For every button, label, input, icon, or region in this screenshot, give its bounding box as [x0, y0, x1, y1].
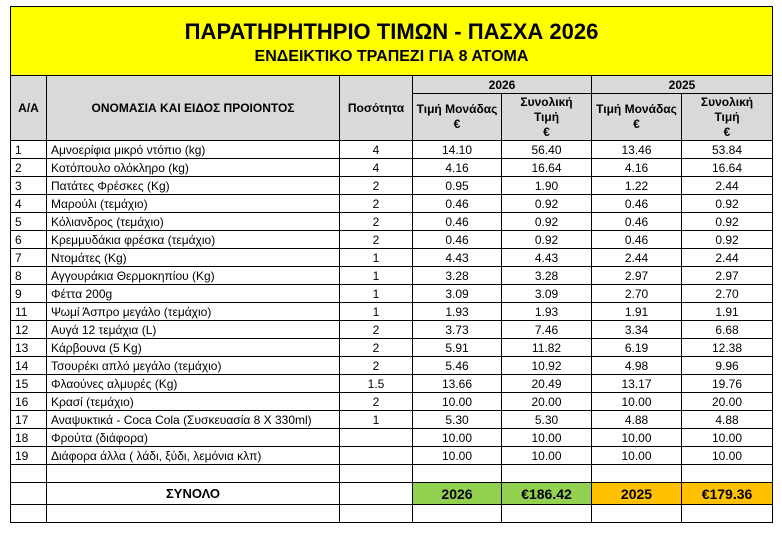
row-quantity: 1 [340, 285, 413, 303]
table-row [11, 411, 773, 429]
row-total-price-2025: 0.92 [682, 195, 773, 213]
row-unit-price-2025: 0.46 [592, 195, 682, 213]
row-unit-price-2025: 2.97 [592, 267, 682, 285]
row-total-price-2026: 20.00 [502, 393, 592, 411]
header-aa: Α/Α [11, 76, 47, 141]
row-total-price-2026: 10.00 [502, 447, 592, 465]
row-quantity: 2 [340, 357, 413, 375]
row-number: 6 [11, 231, 47, 249]
header-row-years [11, 76, 773, 94]
total-year-2025: 2025 [592, 483, 682, 505]
row-total-price-2026: 16.64 [502, 159, 592, 177]
row-total-price-2025: 4.88 [682, 411, 773, 429]
row-total-price-2026: 4.43 [502, 249, 592, 267]
row-unit-price-2026: 10.00 [413, 447, 502, 465]
row-product-name: Κρασί (τεμάχιο) [47, 393, 340, 411]
table-row [11, 303, 773, 321]
row-unit-price-2026: 10.00 [413, 393, 502, 411]
row-total-price-2026: 0.92 [502, 213, 592, 231]
total-price-label-1: Συνολική [520, 94, 573, 109]
blank-cell [682, 465, 773, 483]
row-unit-price-2026: 3.28 [413, 267, 502, 285]
row-number: 9 [11, 285, 47, 303]
table-row [11, 321, 773, 339]
table-row [11, 447, 773, 465]
row-total-price-2026: 1.93 [502, 303, 592, 321]
title-block [11, 7, 773, 76]
blank-cell [340, 505, 413, 523]
row-quantity: 1 [340, 411, 413, 429]
row-unit-price-2026: 3.09 [413, 285, 502, 303]
row-total-price-2025: 1.91 [682, 303, 773, 321]
row-number: 15 [11, 375, 47, 393]
header-product: ΟΝΟΜΑΣΙΑ ΚΑΙ ΕΙΔΟΣ ΠΡΟΙΟΝΤΟΣ [47, 76, 340, 141]
row-unit-price-2025: 6.19 [592, 339, 682, 357]
header-total-price-2025 [682, 94, 773, 141]
unit-price-label: Τιμή Μονάδας [596, 102, 677, 116]
row-product-name: Αγγουράκια Θερμοκηπίου (Kg) [47, 267, 340, 285]
row-product-name: Φέττα 200g [47, 285, 340, 303]
blank-row [11, 505, 773, 523]
row-unit-price-2026: 0.46 [413, 195, 502, 213]
row-unit-price-2025: 13.46 [592, 141, 682, 159]
row-unit-price-2025: 0.46 [592, 231, 682, 249]
row-unit-price-2026: 13.66 [413, 375, 502, 393]
price-table [10, 6, 773, 523]
row-product-name: Αμνοερίφια μικρό ντόπιο (kg) [47, 141, 340, 159]
table-row [11, 249, 773, 267]
table-row [11, 231, 773, 249]
row-unit-price-2025: 1.22 [592, 177, 682, 195]
row-product-name: Διάφορα άλλα ( λάδι, ξύδι, λεμόνια κλπ) [47, 447, 340, 465]
row-number: 2 [11, 159, 47, 177]
row-unit-price-2026: 14.10 [413, 141, 502, 159]
row-unit-price-2025: 1.91 [592, 303, 682, 321]
row-total-price-2025: 2.70 [682, 285, 773, 303]
row-product-name: Αυγά 12 τεμάχια (L) [47, 321, 340, 339]
row-unit-price-2026: 10.00 [413, 429, 502, 447]
row-unit-price-2025: 4.98 [592, 357, 682, 375]
blank-cell [11, 483, 47, 505]
row-total-price-2026: 3.28 [502, 267, 592, 285]
row-quantity: 2 [340, 393, 413, 411]
row-quantity: 4 [340, 141, 413, 159]
page-subtitle: ΕΝΔΕΙΚΤΙΚΟ ΤΡΑΠΕΖΙ ΓΙΑ 8 ΑΤΟΜΑ [254, 48, 529, 65]
table-row [11, 213, 773, 231]
table-row [11, 339, 773, 357]
row-unit-price-2026: 0.46 [413, 231, 502, 249]
table-row [11, 159, 773, 177]
blank-cell [11, 465, 47, 483]
row-total-price-2026: 0.92 [502, 195, 592, 213]
total-price-currency: € [543, 124, 550, 139]
header-qty: Ποσότητα [340, 76, 413, 141]
row-unit-price-2025: 0.46 [592, 213, 682, 231]
row-number: 14 [11, 357, 47, 375]
row-number: 7 [11, 249, 47, 267]
title-row [11, 7, 773, 76]
row-unit-price-2025: 10.00 [592, 447, 682, 465]
blank-cell [47, 465, 340, 483]
page-title: ΠΑΡΑΤΗΡΗΤΗΡΙΟ ΤΙΜΩΝ - ΠΑΣΧΑ 2026 [184, 19, 599, 44]
row-total-price-2026: 3.09 [502, 285, 592, 303]
row-unit-price-2025: 4.16 [592, 159, 682, 177]
row-number: 1 [11, 141, 47, 159]
table-row [11, 177, 773, 195]
row-product-name: Ντομάτες (Kg) [47, 249, 340, 267]
row-quantity: 2 [340, 321, 413, 339]
row-product-name: Φλαούνες αλμυρές (Kg) [47, 375, 340, 393]
blank-cell [413, 465, 502, 483]
row-number: 11 [11, 303, 47, 321]
row-total-price-2025: 2.44 [682, 177, 773, 195]
blank-cell [502, 465, 592, 483]
row-total-price-2026: 56.40 [502, 141, 592, 159]
unit-price-currency: € [633, 117, 640, 131]
row-number: 13 [11, 339, 47, 357]
row-total-price-2026: 10.00 [502, 429, 592, 447]
row-unit-price-2026: 5.91 [413, 339, 502, 357]
totals-row [11, 483, 773, 505]
header-total-price-2026 [502, 94, 592, 141]
header-year-2025: 2025 [592, 76, 773, 94]
row-product-name: Αναψυκτικά - Coca Cola (Συσκευασία 8 Χ 330ml) [47, 411, 340, 429]
total-amount-2026: €186.42 [502, 483, 592, 505]
table-row [11, 375, 773, 393]
table-row [11, 267, 773, 285]
row-unit-price-2025: 2.70 [592, 285, 682, 303]
table-row [11, 285, 773, 303]
row-quantity: 1 [340, 267, 413, 285]
row-total-price-2025: 6.68 [682, 321, 773, 339]
row-quantity: 2 [340, 213, 413, 231]
row-quantity: 2 [340, 339, 413, 357]
row-unit-price-2026: 1.93 [413, 303, 502, 321]
row-number: 17 [11, 411, 47, 429]
table-row [11, 393, 773, 411]
row-total-price-2025: 0.92 [682, 231, 773, 249]
blank-cell [340, 465, 413, 483]
row-product-name: Κάρβουνα (5 Kg) [47, 339, 340, 357]
blank-cell [682, 505, 773, 523]
header-year-2026: 2026 [413, 76, 592, 94]
blank-cell [340, 483, 413, 505]
row-quantity [340, 447, 413, 465]
row-number: 3 [11, 177, 47, 195]
total-price-label-1: Συνολική [700, 94, 754, 109]
header-unit-price-2025 [592, 94, 682, 141]
blank-cell [413, 505, 502, 523]
row-total-price-2025: 16.64 [682, 159, 773, 177]
row-number: 4 [11, 195, 47, 213]
row-unit-price-2026: 5.46 [413, 357, 502, 375]
row-number: 18 [11, 429, 47, 447]
row-product-name: Πατάτες Φρέσκες (Kg) [47, 177, 340, 195]
row-total-price-2025: 20.00 [682, 393, 773, 411]
row-total-price-2025: 9.96 [682, 357, 773, 375]
row-quantity: 1 [340, 249, 413, 267]
total-year-2026: 2026 [413, 483, 502, 505]
row-quantity: 2 [340, 195, 413, 213]
row-product-name: Κόλιανδρος (τεμάχιο) [47, 213, 340, 231]
table-row [11, 357, 773, 375]
row-product-name: Τσουρέκι απλό μεγάλο (τεμάχιο) [47, 357, 340, 375]
row-total-price-2025: 12.38 [682, 339, 773, 357]
row-total-price-2025: 10.00 [682, 429, 773, 447]
unit-price-currency: € [453, 117, 461, 131]
table-row [11, 429, 773, 447]
row-total-price-2025: 10.00 [682, 447, 773, 465]
row-number: 5 [11, 213, 47, 231]
row-number: 12 [11, 321, 47, 339]
row-quantity: 1 [340, 303, 413, 321]
table-row [11, 141, 773, 159]
row-number: 16 [11, 393, 47, 411]
row-product-name: Ψωμί Άσπρο μεγάλο (τεμάχιο) [47, 303, 340, 321]
row-unit-price-2025: 10.00 [592, 393, 682, 411]
row-quantity: 2 [340, 177, 413, 195]
row-unit-price-2025: 4.88 [592, 411, 682, 429]
row-quantity: 1.5 [340, 375, 413, 393]
row-product-name: Κρεμμυδάκια φρέσκα (τεμάχιο) [47, 231, 340, 249]
row-total-price-2026: 10.92 [502, 357, 592, 375]
blank-cell [502, 505, 592, 523]
row-unit-price-2026: 5.30 [413, 411, 502, 429]
blank-cell [592, 465, 682, 483]
row-quantity: 2 [340, 231, 413, 249]
row-unit-price-2026: 4.16 [413, 159, 502, 177]
total-price-currency: € [723, 124, 731, 139]
row-total-price-2025: 19.76 [682, 375, 773, 393]
row-total-price-2026: 0.92 [502, 231, 592, 249]
row-unit-price-2025: 13.17 [592, 375, 682, 393]
total-price-label-2: Τιμή [533, 109, 560, 124]
row-total-price-2026: 7.46 [502, 321, 592, 339]
blank-row [11, 465, 773, 483]
row-number: 19 [11, 447, 47, 465]
row-quantity: 4 [340, 159, 413, 177]
row-unit-price-2026: 0.95 [413, 177, 502, 195]
row-unit-price-2026: 4.43 [413, 249, 502, 267]
row-unit-price-2026: 3.73 [413, 321, 502, 339]
row-product-name: Φρούτα (διάφορα) [47, 429, 340, 447]
row-product-name: Κοτόπουλο ολόκληρο (kg) [47, 159, 340, 177]
total-label: ΣΥΝΟΛΟ [47, 483, 340, 505]
row-unit-price-2025: 10.00 [592, 429, 682, 447]
row-total-price-2025: 53.84 [682, 141, 773, 159]
price-sheet [10, 6, 773, 523]
blank-cell [592, 505, 682, 523]
row-number: 8 [11, 267, 47, 285]
table-row [11, 195, 773, 213]
blank-cell [47, 505, 340, 523]
row-unit-price-2025: 3.34 [592, 321, 682, 339]
row-total-price-2026: 20.49 [502, 375, 592, 393]
total-amount-2025: €179.36 [682, 483, 773, 505]
row-unit-price-2026: 0.46 [413, 213, 502, 231]
total-price-label-2: Τιμή [714, 109, 740, 124]
header-unit-price-2026 [413, 94, 502, 141]
row-total-price-2025: 0.92 [682, 213, 773, 231]
row-quantity [340, 429, 413, 447]
row-total-price-2026: 1.90 [502, 177, 592, 195]
unit-price-label: Τιμή Μονάδας [416, 102, 498, 116]
row-total-price-2025: 2.44 [682, 249, 773, 267]
blank-cell [11, 505, 47, 523]
row-total-price-2026: 5.30 [502, 411, 592, 429]
row-product-name: Μαρούλι (τεμάχιο) [47, 195, 340, 213]
row-unit-price-2025: 2.44 [592, 249, 682, 267]
row-total-price-2026: 11.82 [502, 339, 592, 357]
row-total-price-2025: 2.97 [682, 267, 773, 285]
